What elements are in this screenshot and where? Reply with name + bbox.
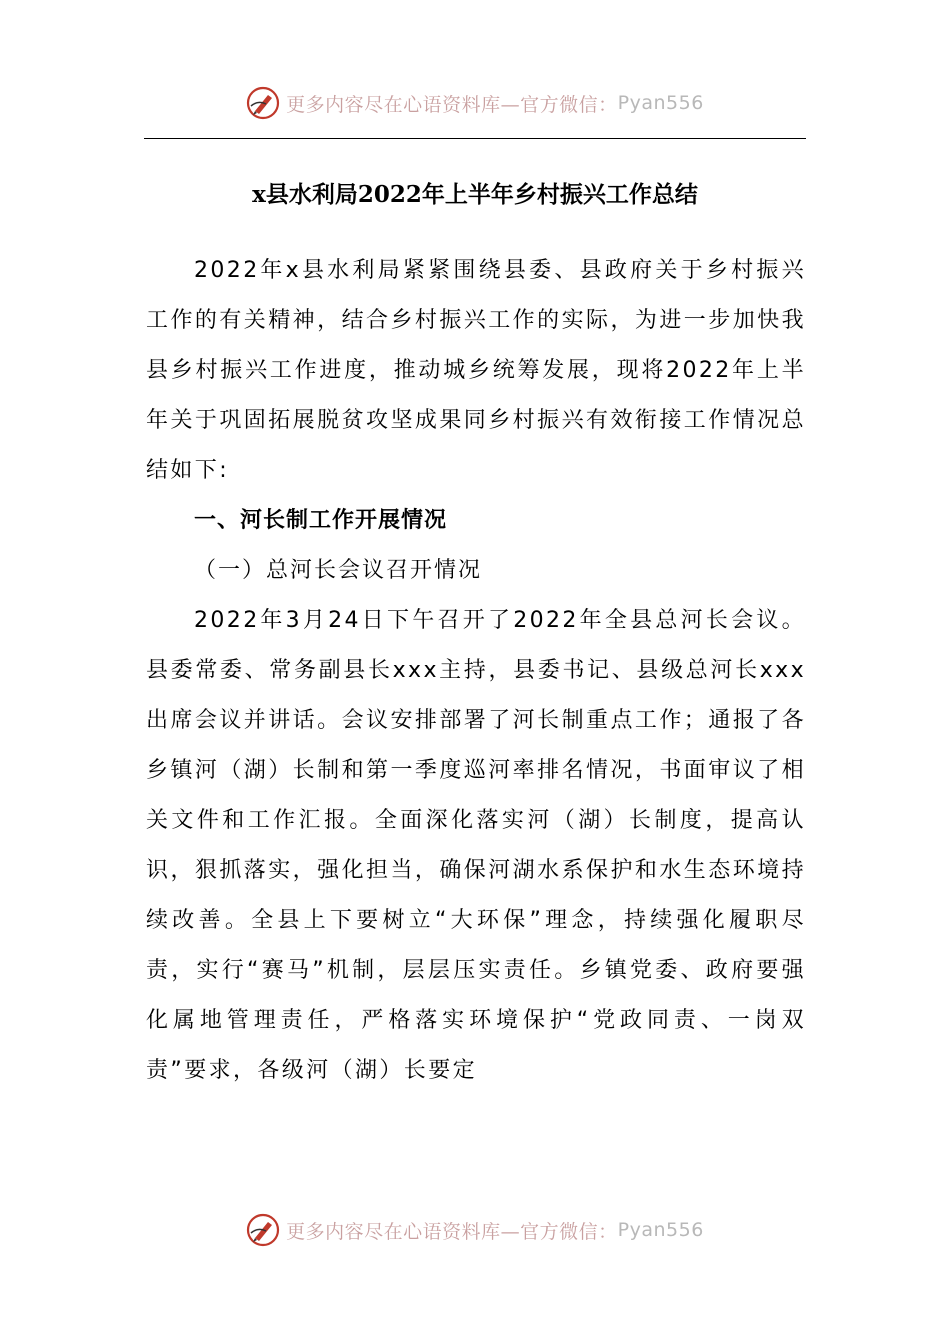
document-title: x县水利局2022年上半年乡村振兴工作总结: [252, 181, 698, 208]
intro-paragraph: 2022年x县水利局紧紧围绕县委、县政府关于乡村振兴工作的有关精神，结合乡村振兴工作的实际，为进一步加快我县乡村振兴工作进度，推动城乡统筹发展，现将2022年上半年关于巩固拓展脱贫攻坚成果同乡村振兴有效衔接工作情况总结如下:: [146, 258, 806, 483]
document-body: [146, 246, 806, 1096]
body-paragraph-1: 2022年3月24日下午召开了2022年全县总河长会议。县委常委、常务副县长xxx主持，县委书记、县级总河长xxx出席会议并讲话。会议安排部署了河长制重点工作；通报了各乡镇河（湖）长制和第一季度巡河率排名情况，书面审议了相关文件和工作汇报。全面深化落实河（湖）长制度，提高认识，狠抓落实，强化担当，确保河湖水系保护和水生态环境持续改善。全县上下要树立“大环保”理念，持续强化履职尽责，实行“赛马”机制，层层压实责任。乡镇党委、政府要强化属地管理责任，严格落实环境保护“党政同责、一岗双责”要求，各级河（湖）长要定: [146, 608, 806, 1083]
banner-wechat-id: Pyan556: [617, 1219, 704, 1241]
section-heading-1: 一、河长制工作开展情况: [194, 508, 448, 533]
header-watermark-banner: [0, 83, 950, 123]
banner-wechat-id: Pyan556: [617, 92, 704, 114]
footer-watermark-banner: [0, 1210, 950, 1250]
header-divider: [144, 138, 806, 139]
pen-logo-icon: [246, 1213, 280, 1247]
banner-text: 更多内容尽在心语资料库—官方微信：: [286, 93, 618, 116]
pen-logo-icon: [246, 86, 280, 120]
banner-text: 更多内容尽在心语资料库—官方微信：: [286, 1220, 618, 1243]
subsection-heading-1: （一）总河长会议召开情况: [194, 558, 483, 583]
